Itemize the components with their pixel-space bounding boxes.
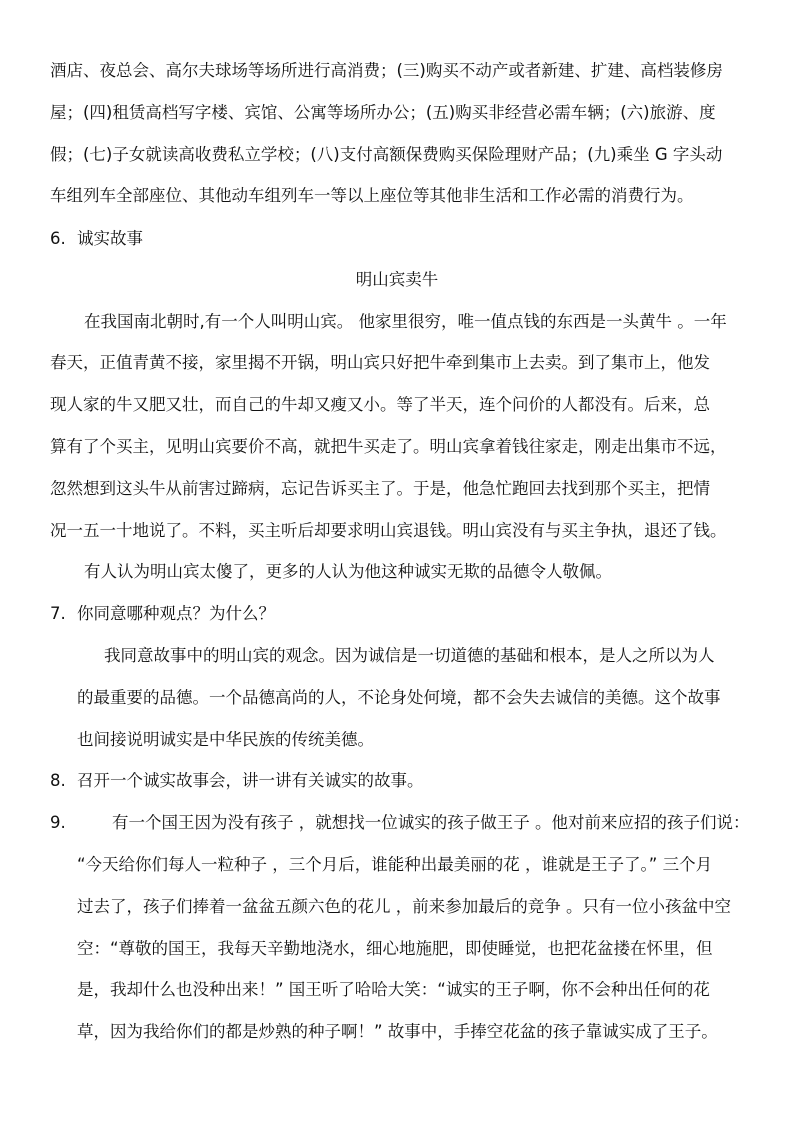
item-number: 8. [50, 771, 66, 790]
story-conclusion: 有人认为明山宾太傻了，更多的人认为他这种诚实无欺的品德令人敬佩。 [84, 562, 612, 581]
story-line: 现人家的牛又肥又壮，而自己的牛却又瘦又小。等了半天，连个问价的人都没有。后来，总 [50, 395, 710, 414]
story-line: 在我国南北朝时,有一个人叫明山宾。 他家里很穷，唯一值点钱的东西是一头黄牛 。一年 [84, 312, 727, 331]
answer-line: 我同意故事中的明山宾的观念。因为诚信是一切道德的基础和根本，是人之所以为人 [104, 646, 715, 665]
story-line: 空：“尊敬的国王，我每天辛勤地浇水，细心地施肥，即使睡觉，也把花盆搂在怀里，但 [77, 939, 713, 958]
item-text: 召开一个诚实故事会，讲一讲有关诚实的故事。 [77, 771, 424, 790]
item-number: 7. [50, 604, 66, 623]
story-line: 过去了，孩子们捧着一盆盆五颜六色的花儿 ，前来参加最后的竞争 。只有一位小孩盆中空 [77, 897, 731, 916]
story-line: 忽然想到这头牛从前害过蹄病，忘记告诉买主了。于是，他急忙跑回去找到那个买主，把情 [50, 479, 710, 498]
item-number: 9. [50, 813, 66, 832]
story-line: 春天，正值青黄不接，家里揭不开锅，明山宾只好把牛牵到集市上去卖。到了集市上，他发 [50, 353, 710, 372]
answer-line: 的最重要的品德。一个品德高尚的人，不论身处何境，都不会失去诚信的美德。这个故事 [77, 688, 721, 707]
story-line: 有一个国王因为没有孩子 ，就想找一位诚实的孩子做王子 。他对前来应招的孩子们说： [112, 813, 750, 832]
item-question: 你同意哪种观点？为什么？ [77, 604, 275, 623]
paragraph-line: 车组列车全部座位、其他动车组列车一等以上座位等其他非生活和工作必需的消费行为。 [50, 186, 694, 205]
item-number: 6. [50, 229, 66, 248]
item-heading: 诚实故事 [77, 229, 143, 248]
story-line: “今天给你们每人一粒种子 ，三个月后，谁能种出最美丽的花 ，谁就是王子了。” 三个月 [77, 855, 713, 874]
paragraph-line: 酒店、夜总会、高尔夫球场等场所进行高消费；(三)购买不动产或者新建、扩建、高档装修房 [50, 61, 723, 80]
answer-line: 也间接说明诚实是中华民族的传统美德。 [77, 730, 374, 749]
story-line: 况一五一十地说了。不料，买主听后却要求明山宾退钱。明山宾没有与买主争执，退还了钱。 [50, 521, 727, 540]
paragraph-line: 假；(七)子女就读高收费私立学校；(八)支付高额保费购买保险理财产品；(九)乘坐 G 字头动 [50, 145, 723, 164]
story-line: 是，我却什么也没种出来！” 国王听了哈哈大笑：“诚实的王子啊，你不会种出任何的花 [77, 980, 710, 999]
story-title: 明山宾卖牛 [355, 270, 439, 289]
story-line: 算有了个买主，见明山宾要价不高，就把牛买走了。明山宾拿着钱往家走，刚走出集市不远， [50, 437, 727, 456]
paragraph-line: 屋；(四)租赁高档写字楼、宾馆、公寓等场所办公；(五)购买非经营必需车辆；(六)旅游、度 [50, 103, 716, 122]
story-line: 草，因为我给你们的都是炒熟的种子啊！” 故事中，手捧空花盆的孩子靠诚实成了王子。 [77, 1022, 718, 1041]
